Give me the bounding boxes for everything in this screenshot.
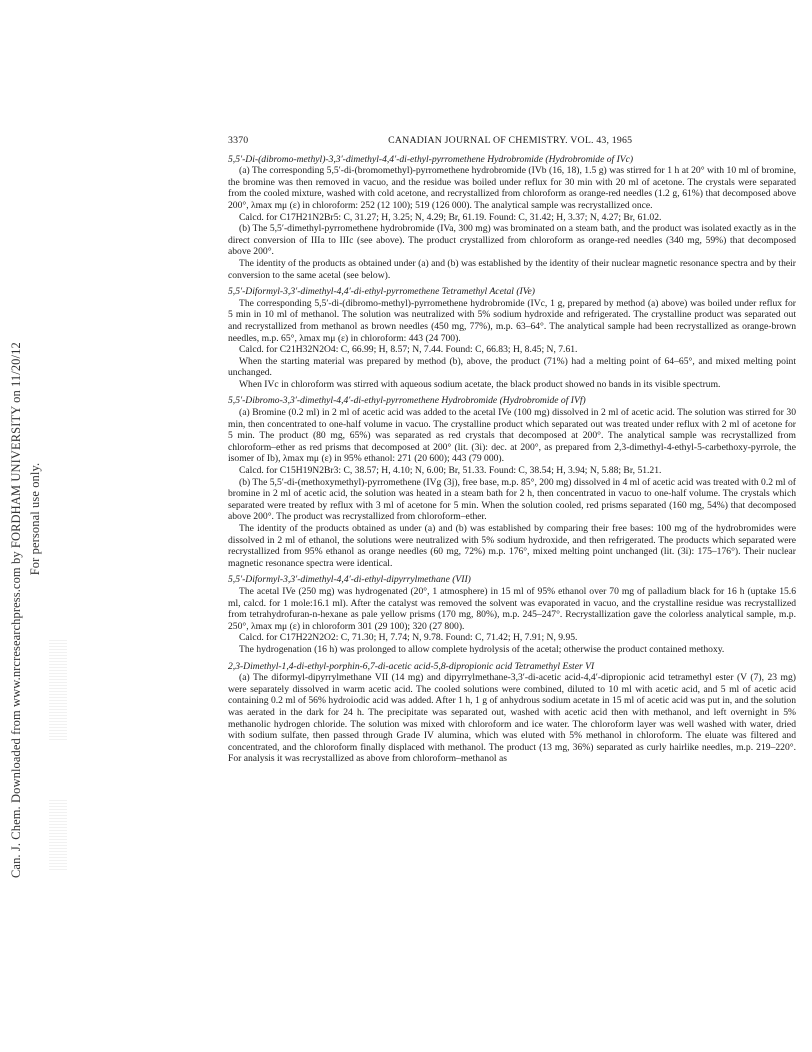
paragraph: (b) The 5,5′-di-(methoxymethyl)-pyrromethene (IVg (3j), free base, m.p. 85°, 200 mg) dissolved in 4 ml of acetic acid was treated with 0.2 ml of bromine in 2 ml of acetic acid, the solution was heated in a steam bath for 2 h, then concentrated in vacuo to one-half volume. The crystals which separated were treated by reflux with 3 ml of acetone for 5 min. When the solution cooled, red prisms separated (160 mg, 54%) that decomposed above 200°. The product was recrystallized from chloroform–ether. xyxy=(228,476,796,523)
paragraph: Calcd. for C17H21N2Br5: C, 31.27; H, 3.25; N, 4.29; Br, 61.19. Found: C, 31.42; H, 3.37; N, 4.27; Br, 61.02. xyxy=(239,211,662,223)
section-heading: 5,5′-Diformyl-3,3′-dimethyl-4,4′-di-ethyl-dipyrrylmethane (VII) xyxy=(228,574,471,586)
paragraph: The identity of the products obtained as under (a) and (b) was established by comparing their free bases: 100 mg of the hydrobromides were dissolved in 2 ml of ethanol, the solutions were neutralized with 5% sodium hydroxide, and then refrigerated. The products which separated were recrystallized from 95% ethanol as orange needles (60 mg, 72%) m.p. 176°, mixed melting point unchanged (lit. (3i): 175–176°). Their nuclear magnetic resonance spectra were identical. xyxy=(228,523,796,569)
section-heading: 5,5′-Diformyl-3,3′-dimethyl-4,4′-di-ethyl-pyrromethene Tetramethyl Acetal (IVe) xyxy=(228,286,535,298)
paragraph: (a) The diformyl-dipyrrylmethane VII (14 mg) and dipyrrylmethane-3,3′-di-acetic acid-4,4′-dipropionic acid tetramethyl ester (V (7), 23 mg) were separately dissolved in warm acetic acid. The cooled solutions were combined, diluted to 10 ml with acetic acid, and 5 ml of acetic acid containing 0.2 ml of 56% hydroiodic acid was added. After 1 h, 1 g of anhydrous sodium acetate in 15 ml of acetic acid was put in, and the solution was aerated in the dark for 24 h. The precipitate was separated out, washed with acetic acid then with methanol, and left overnight in 5% methanolic hydrogen chloride. The solution was mixed with chloroform and ice water. The chloroform layer was well washed with water, dried with sodium sulfate, then passed through Grade IV alumina, which was eluted with 5% methanol in chloroform. The eluate was filtered and concentrated, and the chloroform finally displaced with methanol. The product (13 mg, 36%) separated as curly hairlike needles, m.p. 219–220°. For analysis it was recrystallized as above from chloroform–methanol as xyxy=(228,672,796,765)
watermark-line-2: For personal use only. xyxy=(28,462,42,576)
watermark-line-1: Can. J. Chem. Downloaded from www.nrcresearchpress.com by FORDHAM UNIVERSITY on 11/20/12 xyxy=(9,342,23,878)
paragraph: (b) The 5,5′-dimethyl-pyrromethene hydrobromide (IVa, 300 mg) was brominated on a steam bath, and the product was isolated exactly as in the direct conversion of IIIa to IIIc (see above). The product crystallized from chloroform as orange-red needles (340 mg, 59%) that decomposed above 200°. xyxy=(228,223,796,258)
running-header xyxy=(228,135,796,147)
paragraph: (a) Bromine (0.2 ml) in 2 ml of acetic acid was added to the acetal IVe (100 mg) dissolved in 2 ml of acetic acid. The solution was stirred for 30 min, then concentrated to one-half volume in vacuo. The crystalline product which separated out was treated under reflux with 2 ml of acetone for 5 min. The product (80 mg, 65%) was separated as red crystals that decomposed at 200°. The analytical sample was recrystallized from chloroform–ether as red prisms that decomposed at 200° (lit. (3i): dec. at 200°, as prepared from 2,3-dimethyl-4-ethyl-5-carbethoxy-pyrrole, the isomer of Ib), λmax mμ (ε) in 95% ethanol: 271 (20 600); 443 (79 000). xyxy=(228,407,796,465)
section-dibromo-hydrobromide xyxy=(228,395,796,569)
paragraph: The corresponding 5,5′-di-(dibromo-methyl)-pyrromethene hydrobromide (IVc, 1 g, prepared by method (a) above) was boiled under reflux for 5 min in 10 ml of methanol. The solution was neutralized with 5% sodium hydroxide and refrigerated. The crystalline product was separated out and recrystallized from methanol as brown needles (450 mg, 77%), m.p. 63–64°. The analytical sample had been recrystallized as orange-brown needles, m.p. 65°, λmax mμ (ε) in chloroform: 443 (24 700). xyxy=(228,297,796,344)
scan-artifact xyxy=(49,800,67,870)
section-tetramethyl-acetal xyxy=(228,286,796,390)
paragraph: Calcd. for C17H22N2O2: C, 71.30; H, 7.74; N, 9.78. Found: C, 71.42; H, 7.91; N, 9.95. xyxy=(239,632,578,644)
journal-title: CANADIAN JOURNAL OF CHEMISTRY. VOL. 43, 1965 xyxy=(388,135,633,146)
section-heading: 5,5′-Di-(dibromo-methyl)-3,3′-dimethyl-4,4′-di-ethyl-pyrromethene Hydrobromide (Hydrobromide of IVc) xyxy=(228,153,634,165)
paragraph: The acetal IVe (250 mg) was hydrogenated (20°, 1 atmosphere) in 15 ml of 95% ethanol over 70 mg of palladium black for 16 h (uptake 15.6 ml, calcd. for 1 mole:16.1 ml). After the catalyst was removed the solvent was evaporated in vacuo, and the crystalline residue was recrystallized from tetrahydrofuran-n-hexane as pale yellow prisms (170 mg, 80%), m.p. 245–247°. Recrystallization gave the colorless analytical sample, m.p. 250°, λmax mμ (ε) in chloroform 301 (29 100); 320 (27 800). xyxy=(228,585,796,632)
paragraph: The hydrogenation (16 h) was prolonged to allow complete hydrolysis of the acetal; otherwise the product contained methoxy. xyxy=(239,643,725,655)
paragraph: Calcd. for C21H32N2O4: C, 66.99; H, 8.57; N, 7.44. Found: C, 66.83; H, 8.45; N, 7.61. xyxy=(239,344,578,356)
page-number: 3370 xyxy=(228,135,249,146)
section-heading: 2,3-Dimethyl-1,4-di-ethyl-porphin-6,7-di-acetic acid-5,8-dipropionic acid Tetramethyl Ester VI xyxy=(228,660,595,672)
journal-page xyxy=(228,135,796,770)
paragraph: Calcd. for C15H19N2Br3: C, 38.57; H, 4.10; N, 6.00; Br, 51.33. Found: C, 38.54; H, 3.94; N, 5.88; Br, 51.21. xyxy=(239,465,662,477)
paragraph: When IVc in chloroform was stirred with aqueous sodium acetate, the black product showed no bands in its visible spectrum. xyxy=(239,378,721,390)
download-watermark xyxy=(3,160,47,880)
paragraph: The identity of the products as obtained under (a) and (b) was established by the identity of their nuclear magnetic resonance spectra and by their conversion to the same acetal (see below). xyxy=(228,257,796,281)
section-porphin-ester xyxy=(228,661,796,765)
section-heading: 5,5′-Dibromo-3,3′-dimethyl-4,4′-di-ethyl-pyrromethene Hydrobromide (Hydrobromide of IVf) xyxy=(228,395,586,407)
section-dipyrrylmethane xyxy=(228,574,796,655)
paragraph: When the starting material was prepared by method (b), above, the product (71%) had a melting point of 64–65°, and mixed melting point unchanged. xyxy=(228,355,796,379)
scan-artifact xyxy=(49,640,67,740)
section-dibromomethyl xyxy=(228,154,796,282)
paragraph: (a) The corresponding 5,5′-di-(bromomethyl)-pyrromethene hydrobromide (IVb (16, 18), 1.5 g) was stirred for 1 h at 20° with 10 ml of bromine, the bromine was then removed in vacuo, and the residue was boiled under reflux for 30 min with 20 ml of acetone. The crystals were separated from the cooled mixture, washed with cold acetone, and recrystallized from chloroform as orange-red needles (1.2 g, 61%) that decomposed above 200°, λmax mμ (ε) in chloroform: 252 (12 100); 519 (126 000). The analytical sample was recrystallized once. xyxy=(228,165,796,211)
